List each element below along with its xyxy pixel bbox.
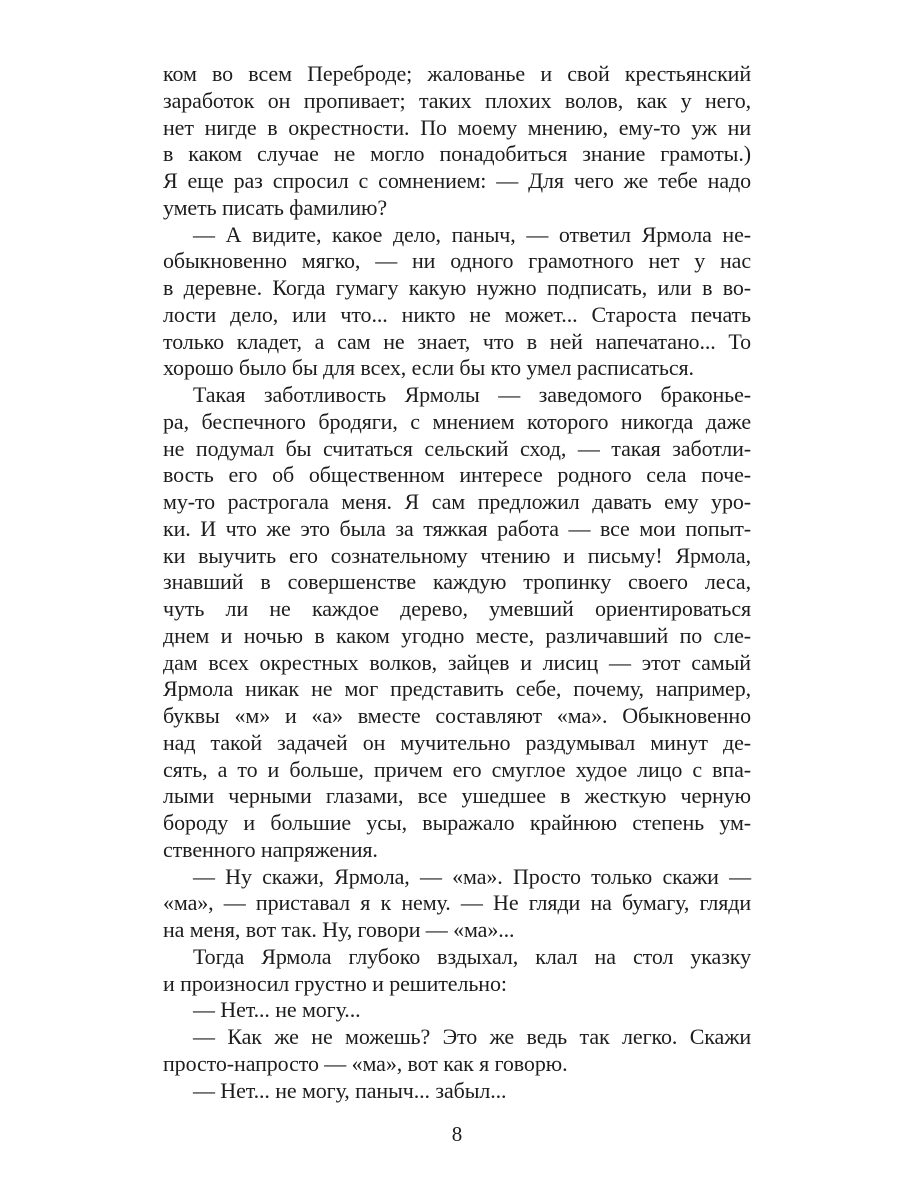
text-line: Ярмола никак не мог представить себе, почему, например, (163, 676, 751, 702)
text-line: ственного напряжения. (163, 836, 378, 862)
text-line: сять, а то и больше, причем его смуглое худое лицо с впа- (163, 756, 751, 782)
text-line: обыкновенно мягко, — ни одного грамотного нет у нас (163, 248, 751, 274)
text-line: над такой задачей он мучительно раздумывал минут де- (163, 729, 751, 755)
text-line: на меня, вот так. Ну, говори — «ма»... (163, 917, 515, 942)
text-line: — Нет... не могу... (193, 997, 361, 1023)
text-line: знавший в совершенстве каждую тропинку своего леса, (163, 569, 751, 595)
text-line: только кладет, а сам не знает, что в ней напечатано... То (163, 328, 751, 354)
text-line: лости дело, или что... никто не может... Староста печать (163, 301, 751, 327)
text-line: — Ну скажи, Ярмола, — «ма». Просто только скажи — (193, 863, 751, 889)
text-line: в деревне. Когда гумагу какую нужно подписать, или в во- (163, 275, 751, 300)
page-number: 8 (451, 1122, 463, 1146)
text-line: хорошо было бы для всех, если бы кто умел расписаться. (163, 355, 694, 381)
text-line: чуть ли не каждое дерево, умевший ориентироваться (163, 596, 751, 621)
text-line: Я еще раз спросил с сомнением: — Для чего же тебе надо (163, 168, 751, 193)
text-line: заработок он пропивает; таких плохих волов, как у него, (163, 87, 751, 113)
text-line: просто-напросто — «ма», вот как я говорю. (163, 1050, 568, 1076)
text-line: «ма», — приставал я к нему. — Не гляди на бумагу, гляди (163, 890, 751, 916)
text-line: нет нигде в окрестности. По моему мнению, ему-то уж ни (163, 114, 751, 140)
text-line: бороду и большие усы, выражало крайнюю степень ум- (163, 810, 751, 835)
text-line: ком во всем Переброде; жалованье и свой крестьянский (163, 61, 751, 86)
text-line: лыми черными глазами, все ушедшее в жесткую черную (163, 783, 751, 809)
text-line: — Как же не можешь? Это же ведь так легко. Скажи (193, 1024, 751, 1049)
text-line: дам всех окрестных волков, зайцев и лисиц — этот самый (163, 649, 751, 675)
text-line: и произносил грустно и решительно: (163, 970, 507, 996)
text-line: Такая заботливость Ярмолы — заведомого браконье- (193, 382, 751, 407)
text-block (163, 61, 751, 1104)
text-line: — Нет... не могу, паныч... забыл... (193, 1077, 507, 1103)
text-line: буквы «м» и «а» вместе составляют «ма». Обыкновенно (163, 703, 751, 728)
text-line: му-то растрогала меня. Я сам предложил давать ему уро- (163, 489, 751, 514)
text-line: уметь писать фамилию? (163, 194, 388, 220)
text-line: Тогда Ярмола глубоко вздыхал, клал на стол указку (193, 943, 751, 969)
text-line: днем и ночью в каком угодно месте, различавший по сле- (163, 622, 751, 648)
text-line: — А видите, какое дело, паныч, — ответил Ярмола не- (193, 221, 751, 247)
text-line: вость его об общественном интересе родного села поче- (163, 462, 751, 488)
text-line: ки. И что же это была за тяжкая работа — все мои попыт- (163, 515, 751, 541)
text-line: ки выучить его сознательному чтению и письму! Ярмола, (163, 542, 751, 568)
text-line: в каком случае не могло понадобиться знание грамоты.) (163, 141, 751, 167)
text-line: ра, беспечного бродяги, с мнением которого никогда даже (163, 408, 751, 434)
text-line: не подумал бы считаться сельский сход, — такая заботли- (163, 435, 751, 461)
